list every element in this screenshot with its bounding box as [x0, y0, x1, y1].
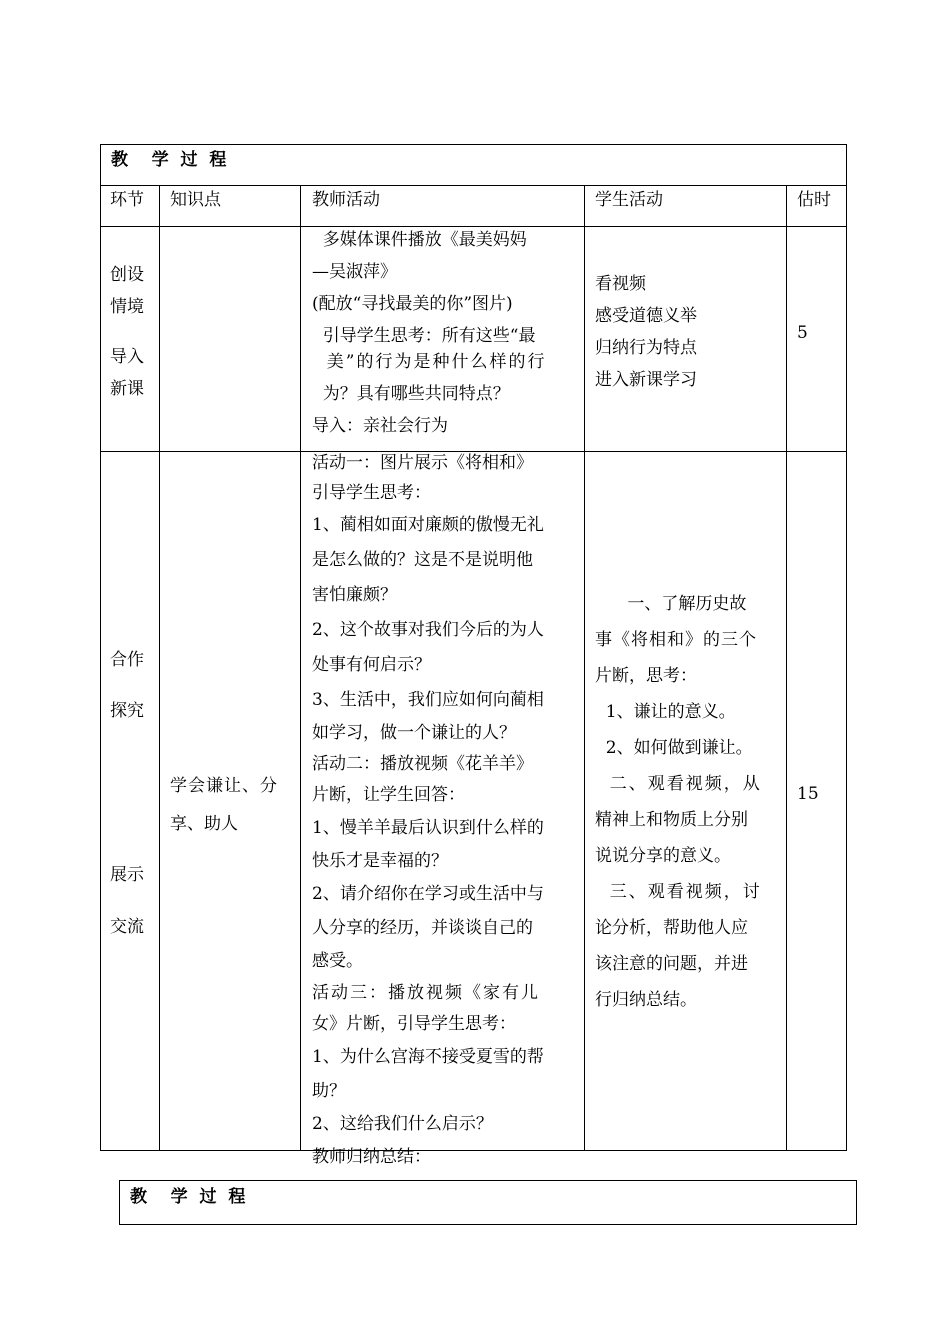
row2-knowledge-1: 学会谦让、分: [170, 776, 278, 796]
row2-teacher-line: 1、蔺相如面对廉颇的傲慢无礼: [312, 515, 544, 535]
row2-teacher-line: 是怎么做的？这是不是说明他: [312, 550, 533, 570]
row2-teacher-line: 活动二：播放视频《花羊羊》: [312, 754, 533, 774]
col-divider-3: [584, 185, 585, 1151]
header-knowledge: 知识点: [170, 190, 221, 210]
section-title: 教 学 过 程: [111, 150, 227, 170]
row2-teacher-line: 2、请介绍你在学习或生活中与: [312, 884, 544, 904]
row2-teacher-line: 1、为什么宫海不接受夏雪的帮: [312, 1047, 544, 1067]
teaching-process-table: [100, 144, 847, 1167]
row1-student-2: 感受道德义举: [595, 306, 697, 326]
row2-stage-4: 交流: [110, 917, 144, 937]
row2-teacher-line: 1、慢羊羊最后认识到什么样的: [312, 818, 544, 838]
row2-teacher-line: 引导学生思考：: [312, 483, 431, 503]
second-process-table: [119, 1180, 857, 1225]
row2-time: 15: [797, 784, 819, 804]
row2-student-line: 1、谦让的意义。: [595, 702, 736, 722]
row2-student-line: 片断，思考：: [595, 666, 697, 686]
row2-teacher-line: 女》片断，引导学生思考：: [312, 1014, 516, 1034]
row2-teacher-line: 教师归纳总结：: [312, 1147, 431, 1167]
row2-teacher-line: 3、生活中，我们应如何向蔺相: [312, 690, 544, 710]
row2-teacher-line: 2、这给我们什么启示？: [312, 1114, 493, 1134]
row2-stage-2: 探究: [110, 701, 144, 721]
row2-teacher-line: 害怕廉颇？: [312, 585, 397, 605]
header-time: 估时: [797, 190, 831, 210]
row1-stage-3: 导入: [110, 347, 144, 367]
row2-teacher-line: 如学习，做一个谦让的人？: [312, 723, 516, 743]
row1-teacher-4: 引导学生思考：所有这些“最: [312, 326, 536, 346]
row2-teacher-line: 片断，让学生回答：: [312, 785, 465, 805]
row2-stage-3: 展示: [110, 865, 144, 885]
row2-student-line: 精神上和物质上分别: [595, 810, 748, 830]
row1-student-4: 进入新课学习: [595, 370, 697, 390]
row2-student-activities: [595, 586, 781, 1018]
row2-teacher-line: 活动三：播放视频《家有儿: [312, 983, 540, 1003]
col-divider-4: [786, 185, 787, 1151]
row2-student-line: 论分析，帮助他人应: [595, 918, 748, 938]
table-border-left: [100, 144, 101, 1151]
row2-teacher-line: 活动一：图片展示《将相和》: [312, 453, 533, 473]
row1-teacher-2: —吴淑萍》: [312, 262, 397, 282]
row1-student-3: 归纳行为特点: [595, 338, 697, 358]
row2-student-line: 事《将相和》的三个: [595, 630, 757, 650]
header-stage: 环节: [110, 190, 144, 210]
row1-teacher-5: 美”的行为是种什么样的行: [312, 352, 547, 372]
col-divider-1: [159, 185, 160, 1151]
row2-student-line: 2、如何做到谦让。: [595, 738, 753, 758]
row2-student-line: 三、观看视频，讨: [595, 882, 762, 902]
row2-teacher-line: 感受。: [312, 951, 363, 971]
row2-student-line: 一、了解历史故: [595, 594, 747, 614]
row2-student-line: 行归纳总结。: [595, 990, 697, 1010]
row2-teacher-line: 人分享的经历，并谈谈自己的: [312, 918, 533, 938]
row2-teacher-line: 2、这个故事对我们今后的为人: [312, 620, 544, 640]
row1-student-1: 看视频: [595, 274, 646, 294]
second-section-title: 教 学 过 程: [130, 1187, 246, 1207]
table-border-right: [846, 144, 847, 1151]
row1-teacher-3: (配放“寻找最美的你”图片): [312, 294, 513, 314]
row1-stage-2: 情境: [110, 297, 144, 317]
row2-teacher-line: 处事有何启示？: [312, 655, 431, 675]
row2-knowledge-2: 享、助人: [170, 814, 238, 834]
row1-teacher-6: 为？具有哪些共同特点？: [312, 384, 510, 404]
row2-teacher-activities: [312, 447, 580, 1174]
row2-student-line: 该注意的问题，并进: [595, 954, 748, 974]
row2-student-line: 二、观看视频，从: [595, 774, 762, 794]
row2-student-line: 说说分享的意义。: [595, 846, 731, 866]
row1-teacher-7: 导入：亲社会行为: [312, 416, 448, 436]
header-teacher: 教师活动: [312, 190, 380, 210]
col-divider-2: [300, 185, 301, 1151]
row1-time: 5: [797, 323, 808, 343]
row2-teacher-line: 快乐才是幸福的？: [312, 851, 448, 871]
row2-teacher-line: 助？: [312, 1081, 346, 1101]
row1-stage-1: 创设: [110, 265, 144, 285]
row1-teacher-1: 多媒体课件播放《最美妈妈: [312, 230, 527, 250]
header-student: 学生活动: [595, 190, 663, 210]
row2-stage-1: 合作: [110, 650, 144, 670]
row1-stage-4: 新课: [110, 379, 144, 399]
